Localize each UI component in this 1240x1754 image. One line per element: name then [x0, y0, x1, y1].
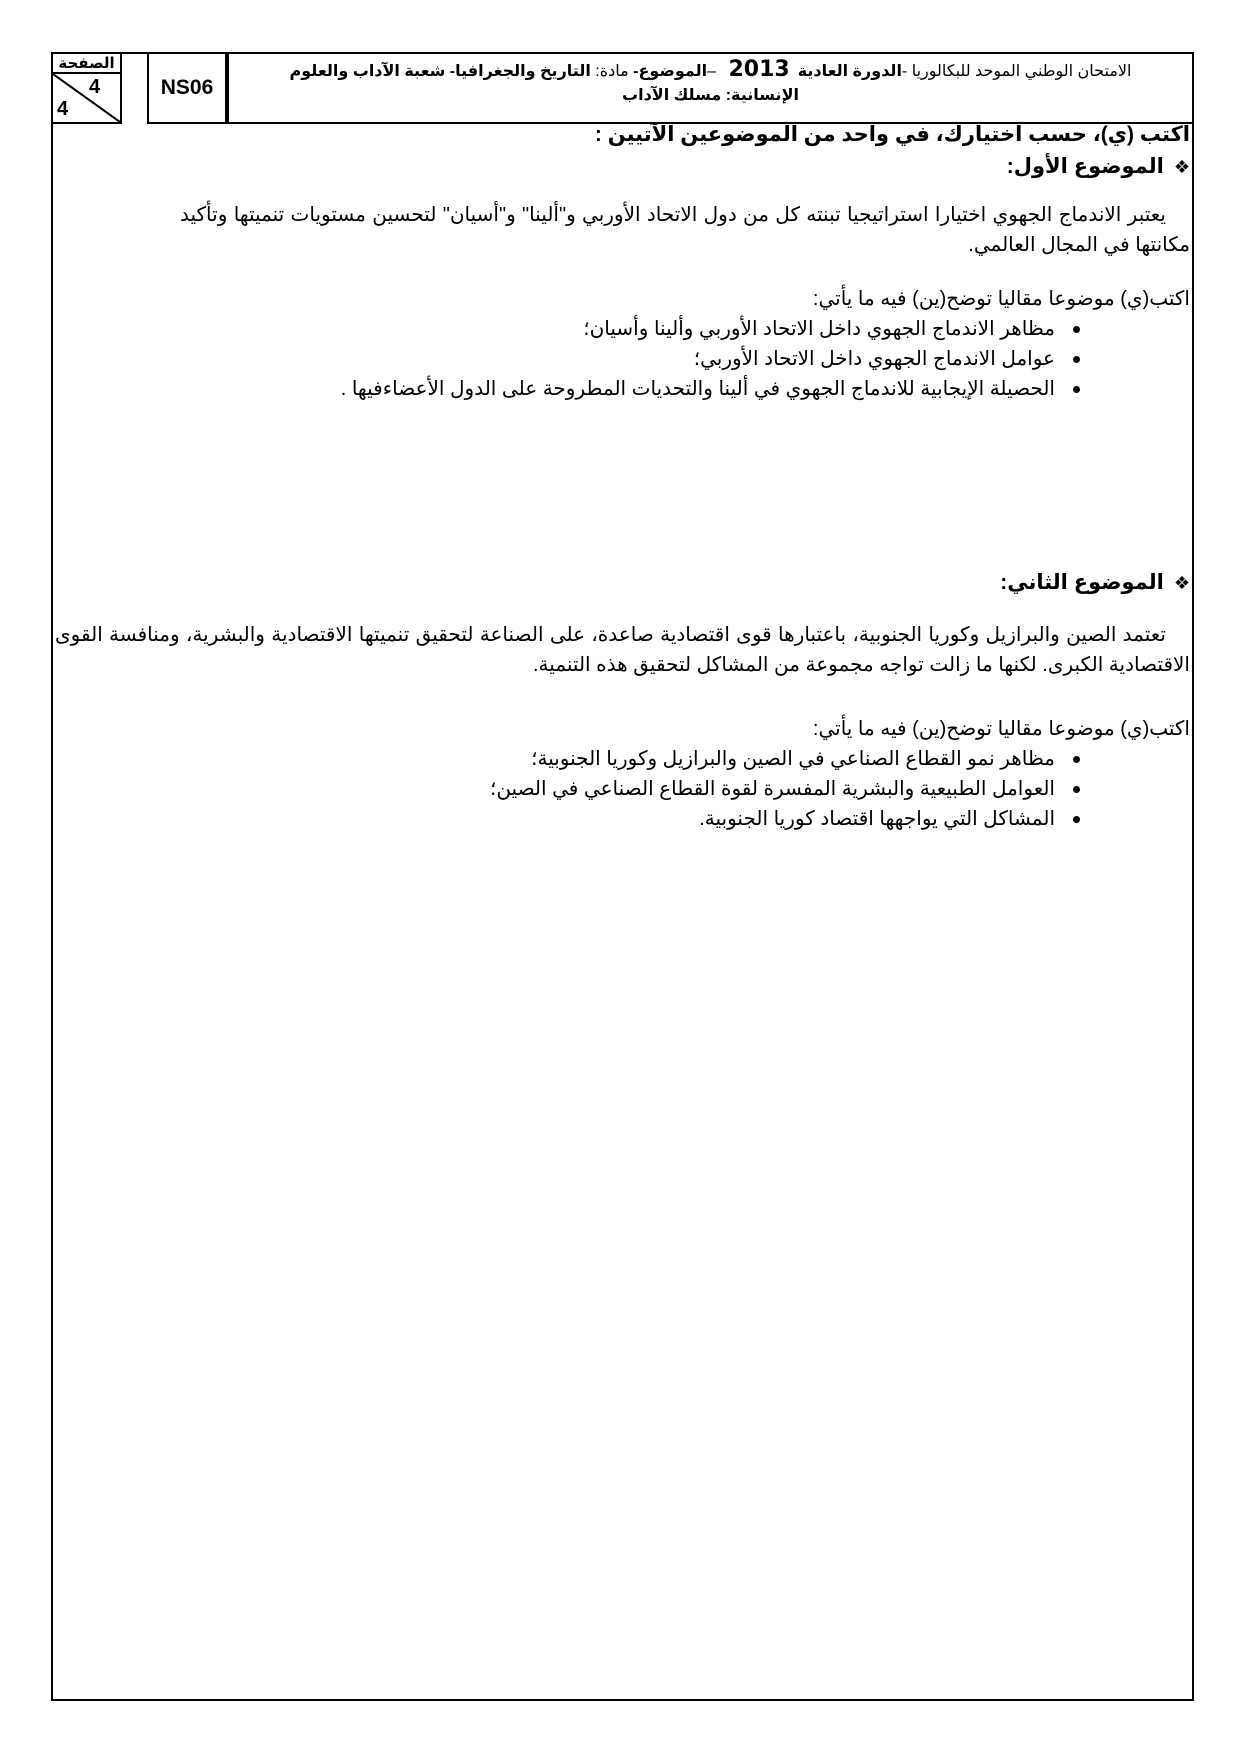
exam-header: [51, 52, 1194, 124]
bullet-dot-icon: [1073, 756, 1080, 763]
point-text: مظاهر نمو القطاع الصناعي في الصين والبرازيل وكوريا الجنوبية؛: [531, 748, 1055, 770]
exam-title-line2: [622, 87, 799, 104]
topic2-task: اكتب(ي) موضوعا مقاليا توضح(ين) فيه ما يأتي:: [812, 718, 1190, 740]
exam-title: [227, 52, 1194, 124]
topic1-title: الموضوع الأول:: [1006, 155, 1164, 178]
point-text: عوامل الاندماج الجهوي داخل الاتحاد الأوربي؛: [693, 348, 1055, 370]
page-number: 4: [89, 76, 101, 98]
topic1-paragraph: [180, 200, 1190, 260]
track-prefix: الإنسانية:: [721, 87, 799, 104]
exam-title-line1: [239, 58, 1182, 84]
exam-instruction: اكتب (ي)، حسب اختيارك، في واحد من الموضوعين الآتيين :: [594, 123, 1190, 146]
topic1-heading: [820, 152, 1190, 182]
topic2-paragraph-text: تعتمد الصين والبرازيل وكوريا الجنوبية، باعتبارها قوى اقتصادية صاعدة، على الصناعة لتحقيق تنميتها الاقتصادية والبشرية، ومنافسة القوى الاقتصادية الكبرى. لكنها ما زالت تواجه مجموعة من المشاكل لتحقيق هذه التنمية.: [55, 624, 1190, 676]
exam-code: NS06: [147, 52, 227, 124]
page-label: الصفحة: [53, 54, 120, 74]
bullet-dot-icon: [1073, 386, 1080, 393]
list-item: [80, 344, 1080, 374]
list-item: [80, 744, 1080, 774]
topic2-points: [80, 744, 1080, 834]
diamond-icon: ❖: [1173, 157, 1190, 177]
topic2-title: الموضوع الثاني:: [1000, 571, 1164, 594]
list-item: [80, 374, 1080, 404]
topic1-paragraph-text: يعتبر الاندماج الجهوي اختيارا استراتيجيا تبنته كل من دول الاتحاد الأوربي و"ألينا" و"أسيان" لتحسين مستويات تنميتها وتأكيد مكانتها في المجال العالمي.: [180, 204, 1190, 256]
subject-label: الموضوع-: [633, 63, 708, 80]
topic2-heading: [820, 568, 1190, 598]
topic2-paragraph: [55, 620, 1190, 680]
list-item: [80, 804, 1080, 834]
subject-prefix: مادة:: [590, 63, 634, 80]
title-prefix: الامتحان الوطني الموحد للبكالوريا -: [901, 63, 1132, 80]
point-text: المشاكل التي يواجهها اقتصاد كوريا الجنوبية.: [699, 808, 1055, 830]
bullet-dot-icon: [1073, 356, 1080, 363]
page-total: 4: [57, 98, 69, 120]
topic1-points: [80, 314, 1080, 404]
topic1-task: اكتب(ي) موضوعا مقاليا توضح(ين) فيه ما يأتي:: [812, 288, 1190, 310]
session-label: الدورة العادية: [797, 63, 902, 80]
diamond-icon: ❖: [1173, 573, 1190, 593]
bullet-dot-icon: [1073, 326, 1080, 333]
point-text: العوامل الطبيعية والبشرية المفسرة لقوة القطاع الصناعي في الصين؛: [489, 778, 1055, 800]
subject-name: التاريخ والجغرافيا- شعبة الآداب والعلوم: [289, 63, 591, 80]
title-mid: –: [707, 63, 721, 80]
list-item: [80, 774, 1080, 804]
bullet-dot-icon: [1073, 786, 1080, 793]
page-indicator: [51, 52, 122, 124]
exam-year: 2013: [728, 57, 790, 82]
bullet-dot-icon: [1073, 816, 1080, 823]
point-text: الحصيلة الإيجابية للاندماج الجهوي في ألينا والتحديات المطروحة على الدول الأعضاءفيها .: [340, 378, 1055, 400]
track-name: مسلك الآداب: [622, 87, 722, 104]
point-text: مظاهر الاندماج الجهوي داخل الاتحاد الأوربي وألينا وأسيان؛: [583, 318, 1055, 340]
list-item: [80, 314, 1080, 344]
